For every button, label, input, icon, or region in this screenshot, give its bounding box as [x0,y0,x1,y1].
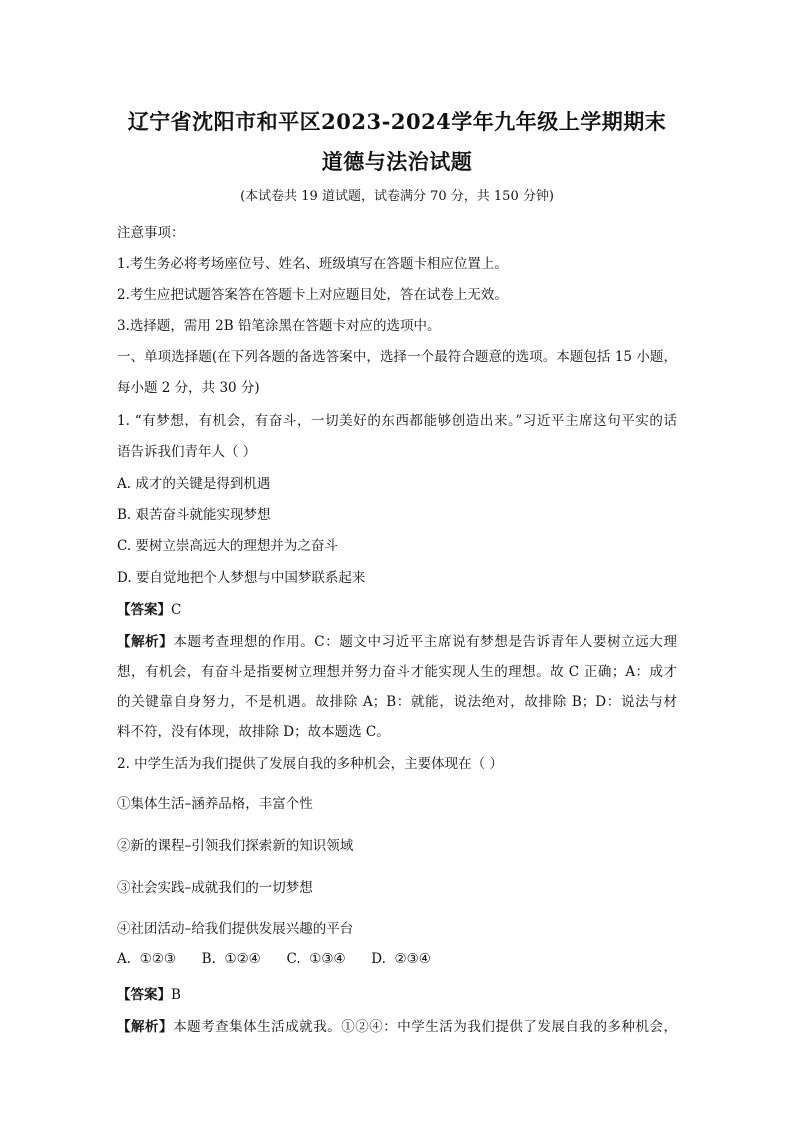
analysis-tag: 【解析】 [117,634,174,650]
question-1-analysis-cont: 想，有机会，有奋斗是指要树立理想并努力奋斗才能实现人生的理想。故 C 正确；A：成才 [117,664,677,680]
section-heading: 一、单项选择题(在下列各题的备选答案中，选择一个最符合题意的选项。本题包括 15 小题， [117,349,677,365]
notes-heading: 注意事项： [117,225,185,241]
question-1-analysis [117,630,677,650]
question-2-item: ④社团活动–给我们提供发展兴趣的平台 [117,921,354,937]
question-2-stem: 2. 中学生活为我们提供了发展自我的多种机会，主要体现在（ ） [117,756,503,772]
exam-title: 辽宁省沈阳市和平区2023-2024学年九年级上学期期末 [127,109,667,134]
answer-value: C [171,602,182,618]
question-1-option-b: B. 艰苦奋斗就能实现梦想 [117,507,271,523]
note-item: 2.考生应把试题答案答在答题卡上对应题目处，答在试卷上无效。 [117,287,508,303]
note-item: 1.考生务必将考场座位号、姓名、班级填写在答题卡相应位置上。 [117,256,508,272]
question-1-option-c: C. 要树立崇高远大的理想并为之奋斗 [117,538,338,554]
exam-subject-title: 道德与法治试题 [321,149,473,174]
question-1-stem: 1. “有梦想，有机会，有奋斗，一切美好的东西都能够创造出来。”习近平主席这句平实的话 [117,413,677,429]
analysis-tag: 【解析】 [117,1019,174,1035]
answer-value: B [171,987,181,1003]
question-2-options: A. ①②③ B. ①②④ C. ①③④ D. ②③④ [117,951,431,967]
exam-info: (本试卷共 19 道试题，试卷满分 70 分，共 150 分钟) [240,189,554,204]
note-item: 3.选择题，需用 2B 铅笔涂黑在答题卡对应的选项中。 [117,318,441,334]
analysis-text: 本题考查集体生活成就我。①②④：中学生活为我们提供了发展自我的多种机会， [173,1019,678,1035]
question-2-item: ③社会实践–成就我们的一切梦想 [117,880,313,896]
question-2-analysis [117,1015,677,1035]
analysis-text: 本题考查理想的作用。C：题文中习近平主席说有梦想是告诉青年人要树立远大理 [173,634,677,650]
question-2-item: ①集体生活–涵养品格，丰富个性 [117,796,313,812]
question-1-analysis-cont: 料不符，没有体现，故排除 D；故本题选 C。 [117,724,390,740]
section-heading-cont: 每小题 2 分，共 30 分) [117,380,260,396]
question-2-item: ②新的课程–引领我们探索新的知识领域 [117,838,354,854]
question-1-stem-cont: 语告诉我们青年人（ ） [117,444,257,460]
question-1-option-a: A. 成才的关键是得到机遇 [117,476,271,492]
question-1-answer [117,598,181,618]
question-1-option-d: D. 要自觉地把个人梦想与中国梦联系起来 [117,570,366,586]
answer-tag: 【答案】 [117,987,171,1003]
question-1-analysis-cont: 的关键靠自身努力，不是机遇。故排除 A；B：就能，说法绝对，故排除 B；D：说法与材 [117,694,677,710]
question-2-answer [117,983,181,1003]
answer-tag: 【答案】 [117,602,171,618]
